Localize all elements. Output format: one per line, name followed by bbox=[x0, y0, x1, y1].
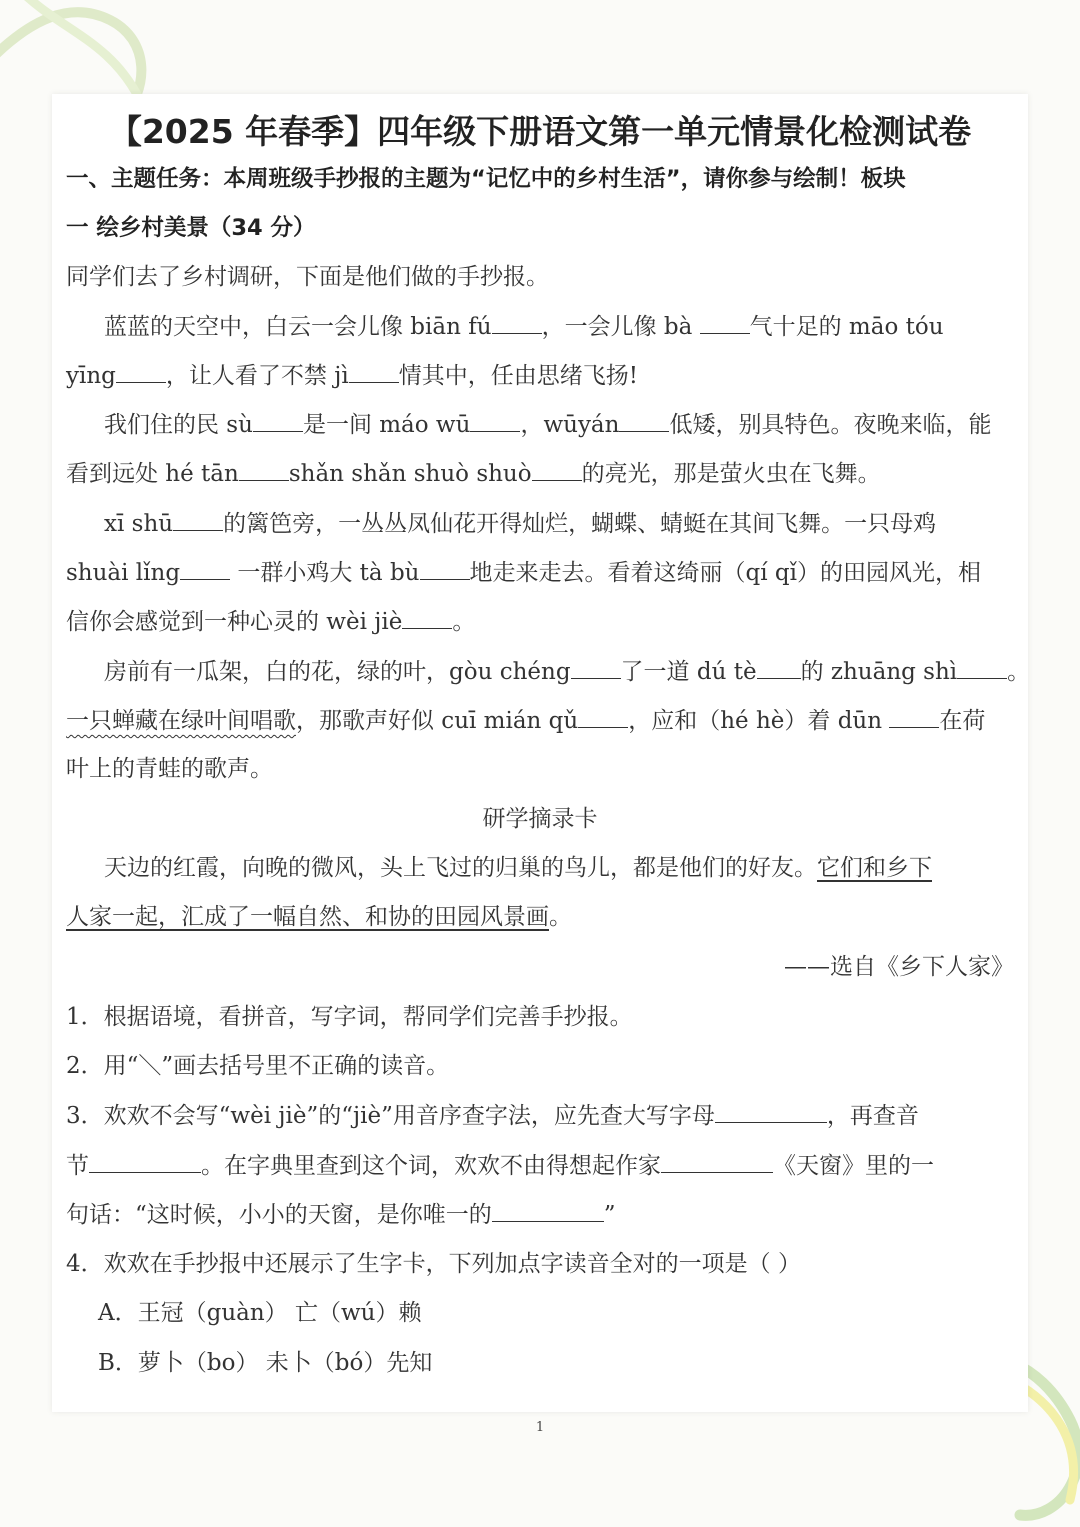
answer-blank[interactable] bbox=[619, 409, 669, 432]
paragraph-2-line-2 bbox=[66, 458, 1014, 489]
text-span: 在荷 bbox=[939, 708, 986, 734]
paragraph-3-line-2 bbox=[66, 557, 1014, 588]
quote-line-2 bbox=[66, 902, 1014, 932]
option-b[interactable]: B．萝卜（bo） 未卜（bó）先知 bbox=[98, 1350, 433, 1376]
card-title: 研学摘录卡 bbox=[482, 806, 598, 832]
answer-blank[interactable] bbox=[89, 1150, 201, 1173]
answer-blank[interactable] bbox=[349, 360, 399, 383]
answer-blank[interactable] bbox=[180, 557, 230, 580]
text-span: 我们住的民 sù bbox=[104, 412, 253, 438]
text-span: 蓝蓝的天空中，白云一会儿像 biān fú bbox=[104, 314, 492, 340]
section-heading-cont: 一 绘乡村美景（34 分） bbox=[66, 215, 316, 241]
answer-blank[interactable] bbox=[578, 705, 628, 728]
paragraph-3-line-3 bbox=[66, 606, 1014, 637]
text-span: 一群小鸡大 tà bù bbox=[230, 560, 420, 586]
answer-blank[interactable] bbox=[492, 311, 542, 334]
text-span: ，让人看了不禁 jì bbox=[165, 363, 349, 389]
text-span: 了一道 dú tè bbox=[620, 659, 757, 685]
answer-blank[interactable] bbox=[957, 656, 1007, 679]
text-span: 是一间 máo wū bbox=[302, 412, 471, 438]
section-heading: 一、主题任务：本周班级手抄报的主题为“记忆中的乡村生活”，请你参与绘制！板块 bbox=[66, 166, 906, 192]
text-span: 节 bbox=[66, 1153, 89, 1179]
answer-blank[interactable] bbox=[532, 458, 582, 481]
text-span: 地走来走去。看着这绮丽（qí qǐ）的田园风光，相 bbox=[469, 560, 981, 586]
text-span: 。在字典里查到这个词，欢欢不由得想起作家 bbox=[201, 1153, 661, 1179]
paragraph-2-line-1 bbox=[66, 409, 1052, 440]
text-span: 情其中，任由思绪飞扬! bbox=[398, 363, 638, 389]
quote-line-1 bbox=[66, 853, 1052, 883]
question-3-line-1 bbox=[66, 1100, 1014, 1131]
paragraph-3-line-1 bbox=[66, 508, 1052, 539]
text-span: ，那歌声好似 cuī mián qǔ bbox=[296, 708, 579, 734]
text-span: ，应和（hé hè）着 dūn bbox=[628, 708, 890, 734]
text-span: ，wūyán bbox=[520, 412, 620, 438]
question-1: 1．根据语境，看拼音，写字词，帮同学们完善手抄报。 bbox=[66, 1004, 633, 1030]
quote-source: ——选自《乡下人家》 bbox=[784, 954, 1014, 980]
text-span: xī shū bbox=[104, 511, 174, 537]
answer-blank[interactable] bbox=[661, 1150, 773, 1173]
page-title: 【2025 年春季】四年级下册语文第一单元情景化检测试卷 bbox=[108, 112, 972, 151]
wavy-underlined-sentence: 一只蝉藏在绿叶间唱歌 bbox=[66, 708, 296, 734]
text-span: 。 bbox=[1007, 659, 1031, 685]
answer-blank[interactable] bbox=[757, 656, 801, 679]
text-span: 的 zhuāng shì bbox=[800, 659, 958, 685]
page-number: 1 bbox=[535, 1420, 545, 1435]
answer-blank[interactable] bbox=[420, 557, 470, 580]
answer-blank[interactable] bbox=[700, 311, 750, 334]
text-span: shǎn shǎn shuò shuò bbox=[288, 461, 532, 487]
paragraph-4-line-3: 叶上的青蛙的歌声。 bbox=[66, 756, 273, 782]
text-span: 天边的红霞，向晚的微风，头上飞过的归巢的鸟儿，都是他们的好友。 bbox=[104, 855, 817, 881]
text-span: 低矮，别具特色。夜晚来临，能 bbox=[669, 412, 992, 438]
answer-blank[interactable] bbox=[173, 508, 223, 531]
text-span: 。 bbox=[549, 904, 572, 930]
answer-blank[interactable] bbox=[571, 656, 621, 679]
question-2: 2．用“＼”画去括号里不正确的读音。 bbox=[66, 1053, 450, 1079]
underlined-sentence: 人家一起，汇成了一幅自然、和协的田园风景画 bbox=[66, 904, 549, 930]
text-span: 句话：“这时候，小小的天窗，是你唯一的 bbox=[66, 1202, 492, 1228]
text-span: 房前有一瓜架，白的花，绿的叶，gòu chéng bbox=[104, 659, 571, 685]
answer-blank[interactable] bbox=[889, 705, 939, 728]
answer-blank[interactable] bbox=[116, 360, 166, 383]
text-span: 。 bbox=[452, 609, 476, 635]
option-a[interactable]: A．王冠（guàn） 亡（wú）赖 bbox=[98, 1300, 422, 1326]
text-span: yīng bbox=[66, 363, 116, 389]
underlined-sentence: 它们和乡下 bbox=[817, 855, 932, 881]
paragraph-1-line-1 bbox=[66, 311, 1052, 342]
text-span: 的篱笆旁，一丛丛凤仙花开得灿烂，蝴蝶、蜻蜓在其间飞舞。一只母鸡 bbox=[223, 511, 937, 537]
question-4: 4．欢欢在手抄报中还展示了生字卡，下列加点字读音全对的一项是（ ） bbox=[66, 1251, 801, 1277]
text-span: shuài lǐng bbox=[66, 560, 181, 586]
text-span: 气十足的 māo tóu bbox=[749, 314, 944, 340]
text-span: 信你会感觉到一种心灵的 wèi jiè bbox=[66, 609, 403, 635]
answer-blank[interactable] bbox=[239, 458, 289, 481]
answer-blank[interactable] bbox=[253, 409, 303, 432]
text-span: ，一会儿像 bà bbox=[541, 314, 693, 340]
question-3-line-2 bbox=[66, 1150, 1014, 1181]
paragraph-1-line-2 bbox=[66, 360, 1014, 391]
text-span: 3．欢欢不会写“wèi jiè”的“jiè”用音序查字法，应先查大写字母 bbox=[66, 1103, 715, 1129]
paragraph-4-line-2 bbox=[66, 705, 1014, 736]
text-span: 看到远处 hé tān bbox=[66, 461, 239, 487]
text-span: ” bbox=[603, 1202, 616, 1228]
text-span: 《天窗》里的一 bbox=[773, 1153, 934, 1179]
answer-blank[interactable] bbox=[715, 1100, 827, 1123]
text-span: ，再查音 bbox=[826, 1103, 919, 1129]
answer-blank[interactable] bbox=[470, 409, 520, 432]
paragraph-4-line-1 bbox=[66, 656, 1052, 687]
question-3-line-3 bbox=[66, 1199, 1014, 1230]
intro-text: 同学们去了乡村调研，下面是他们做的手抄报。 bbox=[66, 264, 549, 290]
text-span: 的亮光，那是萤火虫在飞舞。 bbox=[581, 461, 881, 487]
exam-page bbox=[52, 94, 1031, 1435]
answer-blank[interactable] bbox=[492, 1199, 604, 1222]
answer-blank[interactable] bbox=[402, 606, 452, 629]
